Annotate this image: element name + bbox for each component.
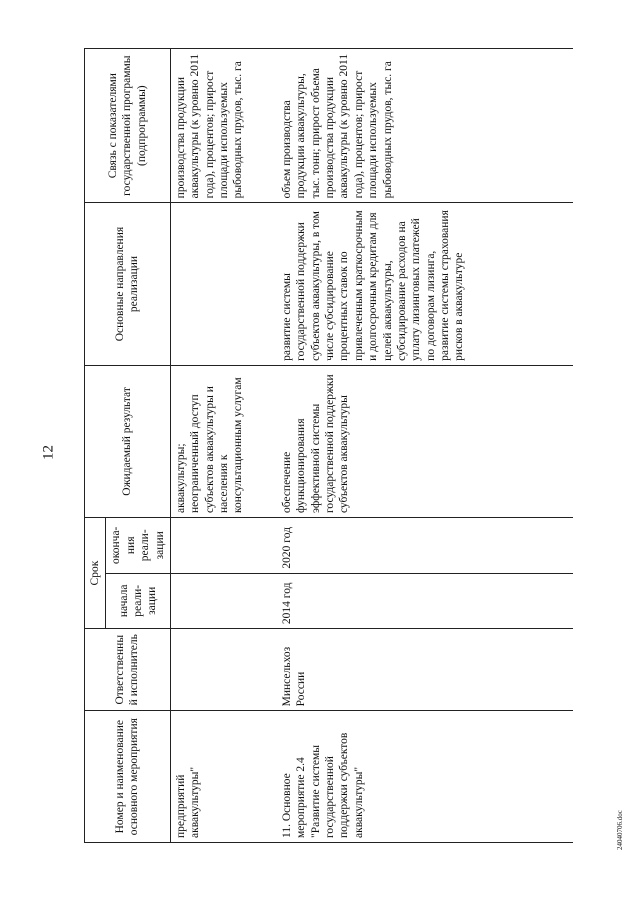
cell-directions: [170, 203, 277, 365]
table-body: [170, 49, 573, 843]
header-term: Срок: [85, 518, 106, 629]
activities-table: [84, 48, 573, 843]
cell-directions: развитие системы государственной поддержки субъектов аквакультуры, в том числе субсидирование процентных ставок по привлеченным краткосрочным и долгосрочным кредитам для целей аквакультуры, субсидирование расходов на уплату лизинговых платежей по договорам лизинга, развитие системы страхования рисков в аквакультуре: [277, 203, 573, 365]
table-row: [277, 49, 573, 843]
page-number: 12: [40, 445, 57, 460]
cell-responsible: [170, 629, 277, 711]
cell-end: [170, 518, 277, 574]
cell-start: [170, 573, 277, 629]
header-number-name: Номер и наименование основного мероприятия: [85, 711, 171, 843]
cell-start: 2014 год: [277, 573, 573, 629]
cell-link: объем производства продукции аквакультуры, тыс. тонн; прирост объема производства продукции аквакультуры (к уровню 2011 года), процентов; прирост площади используемых рыбоводных прудов, тыс. га: [277, 49, 573, 203]
cell-number-name: предприятий аквакультуры": [170, 711, 277, 843]
table-container: [84, 48, 574, 843]
header-directions: Основные направления реализации: [85, 203, 171, 365]
cell-link: производства продукции аквакультуры (к уровню 2011 года), процентов; прирост площади используемых рыбоводных прудов, тыс. га: [170, 49, 277, 203]
header-link: Связь с показателями государственной программы (подпрограммы): [85, 49, 171, 203]
header-expected-result: Ожидаемый результат: [85, 365, 171, 517]
document-code: 24040706.doc: [616, 810, 624, 850]
cell-end: 2020 год: [277, 518, 573, 574]
table-header: [85, 49, 171, 843]
table-rotation: [84, 48, 574, 843]
cell-number-name: 11. Основное мероприятие 2.4 "Развитие системы государственной поддержки субъектов аквакультуры": [277, 711, 573, 843]
header-responsible: Ответственный исполнитель: [85, 629, 171, 711]
cell-expected-result: обеспечение функционирования эффективной системы государственной поддержки субъектов аквакультуры: [277, 365, 573, 517]
cell-expected-result: аквакультуры; неограниченный доступ субъектов аквакультуры и населения к консультационным услугам: [170, 365, 277, 517]
cell-responsible: Минсельхоз России: [277, 629, 573, 711]
header-term-start: начала реали-зации: [106, 573, 171, 629]
table-row: [170, 49, 277, 843]
header-term-end: оконча-ния реали-зации: [106, 518, 171, 574]
